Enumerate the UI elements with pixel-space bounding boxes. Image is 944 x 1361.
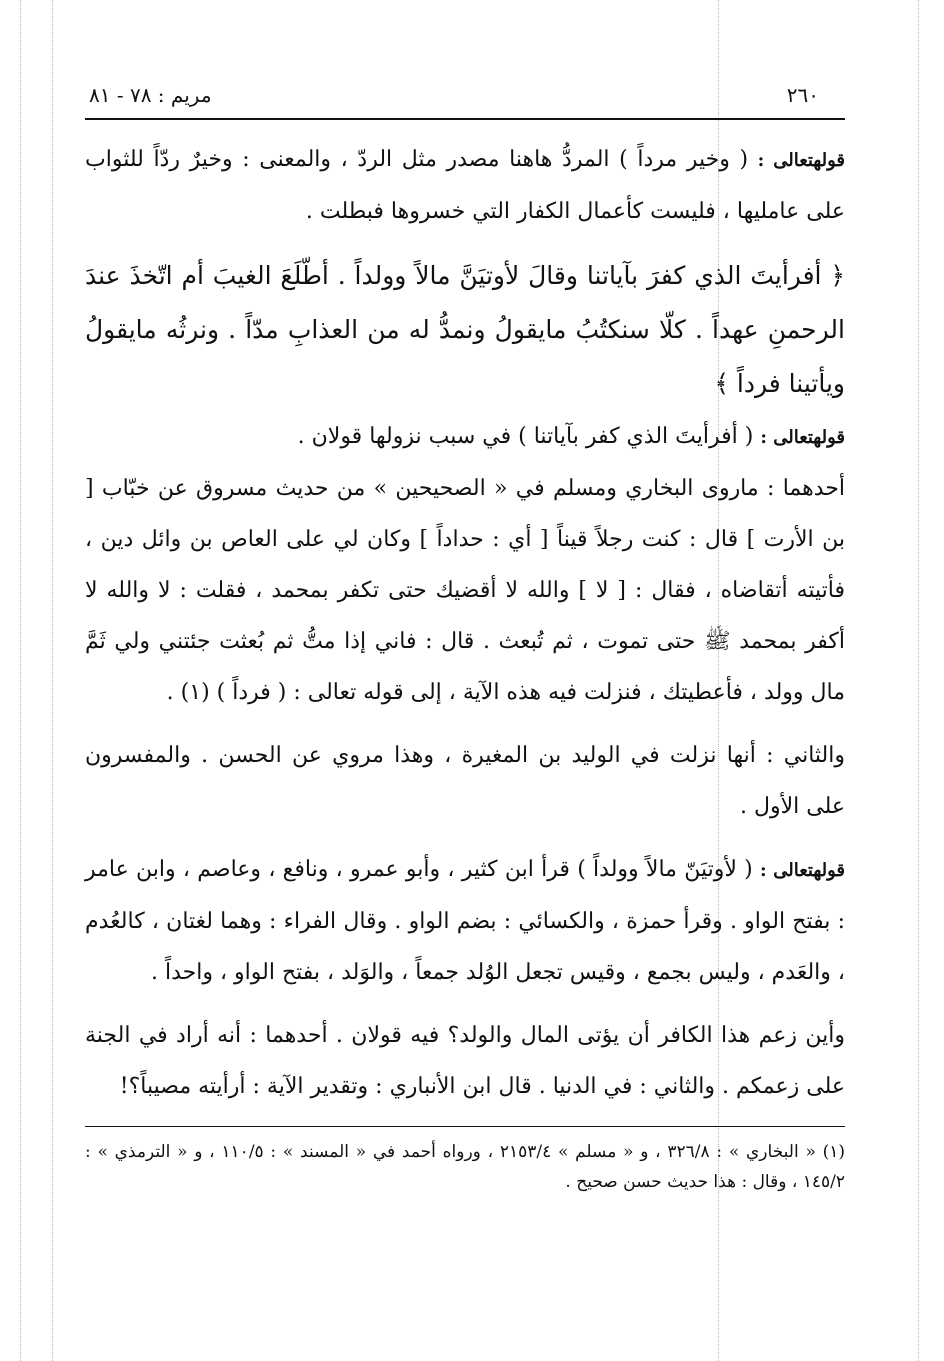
paragraph-1 bbox=[85, 134, 845, 237]
paragraph-text: ( أفرأيتَ الذي كفر بآياتنا ) في سبب نزولها قولان . bbox=[297, 424, 754, 449]
paragraph-lead: قولهتعالى : bbox=[760, 427, 845, 448]
page-header bbox=[85, 78, 845, 112]
paragraph-2 bbox=[85, 411, 845, 463]
paragraph-3: أحدهما : ماروى البخاري ومسلم في « الصحيحين » من حديث مسروق عن خبّاب [ بن الأرت ] قال : كنت رجلاً قيناً [ أي : حداداً ] وكان لي على العاص بن وائل دين ، فأتيته أتقاضاه ، فقال : [ لا ] والله لا أقضيك حتى تكفر بمحمد ، فقلت : لا والله لا أكفر بمحمد ﷺ حتى تموت ، ثم تُبعث . قال : فاني إذا متُّ ثم بُعثت جئتني ولي ثَمَّ مال وولد ، فأعطيتك ، فنزلت فيه هذه الآية ، إلى قوله تعالى : ( فرداً ) (١) . bbox=[85, 476, 845, 705]
footnote-rule bbox=[85, 1126, 845, 1127]
header-rule bbox=[85, 118, 845, 120]
footnote: (١) « البخاري » : ٣٢٦/٨ ، و « مسلم » ٢١٥٣/٤ ، ورواه أحمد في « المسند » : ١١٠/٥ ، و « الترمذي » : ١٤٥/٢ ، وقال : هذا حديث حسن صحيح . bbox=[85, 1142, 845, 1192]
paragraph-text: ( وخير مرداً ) المردُّ هاهنا مصدر مثل الردّ ، والمعنى : وخيرٌ ردّاً للثواب على عامليها ، فليست كأعمال الكفار التي خسروها فبطلت . bbox=[85, 147, 845, 224]
paragraph-text: ( لأوتيَنّ مالاً وولداً ) قرأ ابن كثير ، وأبو عمرو ، ونافع ، وعاصم ، وابن عامر : بفتح الواو . وقرأ حمزة ، والكسائي : بضم الواو . وقال الفراء : وهما لغتان ، كالعُدم ، والعَدم ، وليس بجمع ، وقيس تجعل الوُلد جمعاً ، والوَلد ، بفتح الواو ، واحداً . bbox=[85, 857, 845, 985]
running-title: مريم : ٧٨ - ٨١ bbox=[89, 83, 212, 107]
paragraph-6: وأين زعم هذا الكافر أن يؤتى المال والولد؟ فيه قولان . أحدهما : أنه أراد في الجنة على زعمكم . والثاني : في الدنيا . قال ابن الأنباري : وتقدير الآية : أرأيته مصيباً؟! bbox=[85, 1023, 845, 1099]
paragraph-4: والثاني : أنها نزلت في الوليد بن المغيرة ، وهذا مروي عن الحسن . والمفسرون على الأول . bbox=[85, 743, 845, 819]
page-number: ٢٦٠ bbox=[786, 83, 819, 107]
quran-verse-block: ﴿ أفرأيتَ الذي كفرَ بآياتنا وقالَ لأوتيَنَّ مالاً وولداً . أطّلَعَ الغيبَ أم اتّخذَ عندَ الرحمنِ عهداً . كلّا سنكتُبُ مايقولُ ونمدُّ له من العذابِ مدّاً . ونرثُه مايقولُ ويأتينا فرداً ﴾ bbox=[85, 261, 845, 398]
page bbox=[85, 78, 845, 1197]
paragraph-5 bbox=[85, 844, 845, 998]
paragraph-lead: قولهتعالى : bbox=[757, 150, 845, 171]
paragraph-lead: قولهتعالى : bbox=[760, 860, 846, 881]
